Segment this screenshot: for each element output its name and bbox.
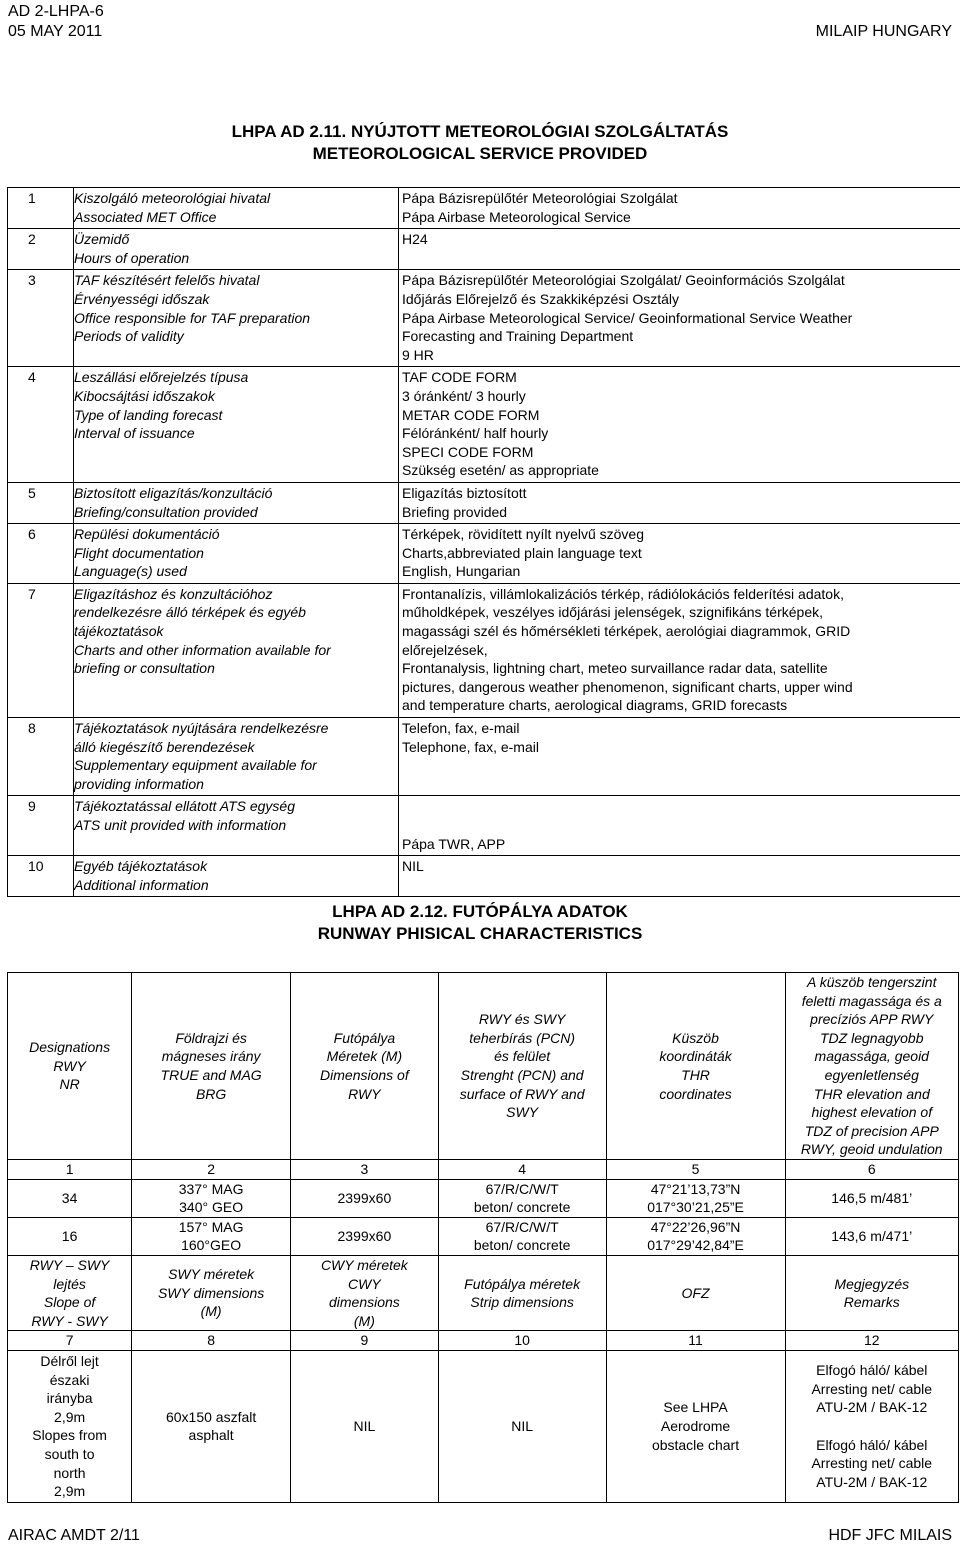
met-value-line: Telefon, fax, e-mail bbox=[402, 720, 520, 737]
rwy-head-row-2-line: (M) bbox=[200, 1303, 222, 1320]
rwy-head-row-2-line: dimensions bbox=[328, 1294, 400, 1311]
rwy-data-row-cell bbox=[785, 1179, 958, 1217]
met-value-line: előrejelzések, bbox=[402, 641, 488, 658]
rwy-data-row-2-line: asphalt bbox=[188, 1427, 234, 1444]
rwy-data-row-cell bbox=[8, 1179, 132, 1217]
rwy-head-row-line: Földrajzi és bbox=[175, 1029, 247, 1046]
rwy-col-number-row-2-cell: 11 bbox=[606, 1331, 785, 1351]
met-value-line: METAR CODE FORM bbox=[402, 406, 540, 423]
rwy-head-row-2-line: Slope of bbox=[43, 1294, 96, 1311]
section-212-title-en: RUNWAY PHISICAL CHARACTERISTICS bbox=[317, 924, 643, 943]
rwy-data-row-2-line: north bbox=[53, 1464, 86, 1481]
rwy-head-row-2-cell bbox=[785, 1255, 958, 1330]
met-value-line: English, Hungarian bbox=[402, 563, 521, 580]
rwy-head-row-2-line: Futópálya méretek bbox=[464, 1275, 581, 1292]
doc-id: AD 2-LHPA-6 bbox=[8, 3, 104, 20]
met-value-line: pictures, dangerous weather phenomenon, significant charts, upper wind bbox=[402, 678, 853, 695]
met-row-number: 4 bbox=[8, 367, 74, 483]
met-label-line: Language(s) used bbox=[74, 563, 187, 580]
rwy-col-number-row-cell: 6 bbox=[785, 1159, 958, 1179]
met-row-number: 7 bbox=[8, 583, 74, 717]
rwy-data-row-2-line: 2,9m bbox=[54, 1408, 86, 1425]
rwy-data-row-line: 67/R/C/W/T bbox=[485, 1180, 559, 1197]
rwy-data-row-2-cell bbox=[438, 1350, 606, 1502]
met-value-line: Időjárás Előrejelző és Szakkiképzési Osztály bbox=[402, 290, 680, 307]
met-row-value bbox=[399, 482, 960, 523]
rwy-data-row-2-line: NIL bbox=[353, 1418, 376, 1435]
rwy-head-row-2-line: CWY bbox=[348, 1275, 381, 1292]
doc-date: 05 MAY 2011 bbox=[8, 23, 103, 40]
rwy-head-row-line: teherbírás (PCN) bbox=[469, 1029, 576, 1046]
rwy-head-row-line: és felület bbox=[494, 1048, 551, 1065]
met-value-line: Pápa Airbase Meteorological Service bbox=[402, 208, 631, 225]
rwy-data-row-cell bbox=[132, 1217, 291, 1255]
met-value-line: Frontanalysis, lightning chart, meteo survaillance radar data, satellite bbox=[402, 660, 828, 677]
met-service-table bbox=[7, 187, 960, 897]
met-value-line: 9 HR bbox=[402, 346, 434, 363]
rwy-data-row-line: 16 bbox=[61, 1228, 78, 1245]
met-row-number: 6 bbox=[8, 524, 74, 584]
rwy-data-row-cell bbox=[8, 1217, 132, 1255]
met-value-line: Forecasting and Training Department bbox=[402, 328, 634, 345]
rwy-col-number-row-2-cell: 9 bbox=[291, 1331, 439, 1351]
rwy-head-row-line: RWY bbox=[53, 1057, 86, 1074]
rwy-head-row-line: surface of RWY and bbox=[459, 1085, 585, 1102]
met-row bbox=[8, 583, 960, 717]
met-value-line: Félóránként/ half hourly bbox=[402, 425, 549, 442]
met-value-line: Térképek, rövidített nyílt nyelvű szöveg bbox=[402, 526, 644, 543]
rwy-head-row-2 bbox=[8, 1255, 959, 1330]
met-label-line: tájékoztatások bbox=[74, 623, 164, 640]
met-value-line: műholdképek, veszélyes időjárási jelenségek, szignifikáns térképek, bbox=[402, 604, 823, 621]
rwy-head-row-2-line: SWY dimensions bbox=[157, 1284, 265, 1301]
rwy-head-row-line: feletti magassága és a bbox=[801, 992, 942, 1009]
met-label-line: Egyéb tájékoztatások bbox=[74, 858, 208, 875]
met-label-line: Kiszolgáló meteorológiai hivatal bbox=[74, 190, 271, 206]
rwy-data-row-line: 146,5 m/481’ bbox=[831, 1189, 913, 1206]
rwy-head-row-line: TDZ of precision APP bbox=[804, 1122, 939, 1139]
met-row bbox=[8, 270, 960, 367]
met-value-line bbox=[402, 816, 960, 835]
rwy-data-row-cell bbox=[606, 1217, 785, 1255]
met-value-line: NIL bbox=[402, 858, 424, 875]
met-label-line: Interval of issuance bbox=[74, 425, 195, 442]
met-row-value bbox=[399, 583, 960, 717]
rwy-data-row-2 bbox=[8, 1350, 959, 1502]
met-label-line: Biztosított eligazítás/konzultáció bbox=[74, 484, 273, 501]
rwy-data-row bbox=[8, 1179, 959, 1217]
rwy-head-row-line: THR bbox=[681, 1066, 710, 1083]
met-row-number: 1 bbox=[8, 188, 74, 229]
rwy-head-row-line: precíziós APP RWY bbox=[810, 1011, 934, 1028]
met-row-label bbox=[74, 367, 399, 483]
rwy-head-row-line: RWY és SWY bbox=[478, 1011, 566, 1028]
met-row bbox=[8, 367, 960, 483]
office: HDF JFC MILAIS bbox=[828, 1527, 952, 1544]
rwy-data-row-2-line: Délről lejt bbox=[40, 1353, 99, 1369]
rwy-head-row-line: SWY bbox=[506, 1104, 539, 1121]
met-label-line: Tájékoztatással ellátott ATS egység bbox=[74, 798, 295, 815]
met-row-number: 9 bbox=[8, 796, 74, 856]
rwy-head-row-line: Dimensions of bbox=[320, 1066, 409, 1083]
met-row-value bbox=[399, 229, 960, 270]
rwy-data-row-2-line bbox=[788, 1417, 956, 1436]
rwy-data-row-2-cell bbox=[606, 1350, 785, 1502]
met-value-line: Telephone, fax, e-mail bbox=[402, 738, 539, 755]
rwy-head-row-2-line: CWY méretek bbox=[320, 1256, 408, 1273]
met-row-label bbox=[74, 718, 399, 796]
rwy-head-row-line: mágneses irány bbox=[161, 1048, 261, 1065]
met-label-line: Eligazításhoz és konzultációhoz bbox=[74, 585, 273, 602]
rwy-data-row-2-cell bbox=[132, 1350, 291, 1502]
rwy-data-row-line: 2399x60 bbox=[337, 1189, 392, 1206]
met-value-line: Eligazítás biztosított bbox=[402, 484, 527, 501]
rwy-data-row-cell bbox=[438, 1217, 606, 1255]
rwy-col-number-row bbox=[8, 1159, 959, 1179]
rwy-col-number-row-cell: 1 bbox=[8, 1159, 132, 1179]
met-label-line: Hours of operation bbox=[74, 249, 190, 266]
met-label-line: Flight documentation bbox=[74, 544, 204, 561]
rwy-data-row-2-line: south to bbox=[44, 1445, 95, 1462]
rwy-data-row-2-line: Aerodrome bbox=[660, 1418, 731, 1435]
rwy-col-number-row-cell: 2 bbox=[132, 1159, 291, 1179]
rwy-head-row-line: Méretek (M) bbox=[326, 1048, 403, 1065]
rwy-head-row-line: TRUE and MAG bbox=[160, 1066, 262, 1083]
met-row-label bbox=[74, 524, 399, 584]
rwy-head-row-2-line: Remarks bbox=[843, 1294, 900, 1311]
met-value-line: 3 óránként/ 3 hourly bbox=[402, 387, 526, 404]
rwy-col-number-row-2-cell: 10 bbox=[438, 1331, 606, 1351]
rwy-head-row-2-cell bbox=[132, 1255, 291, 1330]
rwy-data-row-2-line: Arresting net/ cable bbox=[811, 1380, 933, 1397]
rwy-head-row-2-line: SWY méretek bbox=[168, 1266, 255, 1283]
met-label-line: ATS unit provided with information bbox=[74, 817, 287, 833]
section-212-title-hu: LHPA AD 2.12. FUTÓPÁLYA ADATOK bbox=[332, 902, 628, 921]
rwy-data-row-2-line: Arresting net/ cable bbox=[811, 1455, 933, 1472]
rwy-data-row-line: 34 bbox=[61, 1189, 78, 1206]
rwy-head-row-line: Futópálya bbox=[333, 1029, 396, 1046]
rwy-head-row-line: highest elevation of bbox=[811, 1104, 933, 1121]
rwy-data-row-2-line: ATU-2M / BAK-12 bbox=[816, 1399, 928, 1416]
met-label-line: TAF készítésért felelős hivatal bbox=[74, 272, 260, 289]
rwy-head-row-line: NR bbox=[59, 1076, 80, 1093]
rwy-head-row-cell bbox=[785, 973, 958, 1160]
rwy-head-row-cell bbox=[438, 973, 606, 1160]
rwy-data-row-cell bbox=[291, 1217, 439, 1255]
met-value-line: Szükség esetén/ as appropriate bbox=[402, 462, 599, 479]
amendment: AIRAC AMDT 2/11 bbox=[8, 1527, 140, 1544]
met-row-label bbox=[74, 270, 399, 367]
rwy-col-number-row-cell: 5 bbox=[606, 1159, 785, 1179]
met-row bbox=[8, 718, 960, 796]
rwy-head-row-cell bbox=[291, 973, 439, 1160]
met-value-line: Pápa Bázisrepülőtér Meteorológiai Szolgálat/ Geoinformációs Szolgálat bbox=[402, 272, 845, 289]
met-value-line: and temperature charts, aerological diagrams, GRID forecasts bbox=[402, 697, 788, 714]
rwy-data-row-2-line: 2,9m bbox=[54, 1483, 86, 1500]
rwy-data-row-cell bbox=[438, 1179, 606, 1217]
rwy-head-row-2-cell bbox=[8, 1255, 132, 1330]
met-label-line: álló kiegészítő berendezések bbox=[74, 738, 255, 755]
section-211-title bbox=[0, 121, 960, 165]
met-row-label bbox=[74, 229, 399, 270]
met-row bbox=[8, 856, 960, 897]
met-label-line: Periods of validity bbox=[74, 328, 184, 345]
rwy-head-row-2-cell bbox=[291, 1255, 439, 1330]
rwy-head-row-2-cell bbox=[438, 1255, 606, 1330]
met-value-line: magassági szél és hőmérsékleti térképek, aerológiai diagrammok, GRID bbox=[402, 623, 851, 640]
rwy-data-row-line: 143,6 m/471’ bbox=[831, 1228, 913, 1245]
rwy-data-row-line: beton/ concrete bbox=[473, 1199, 571, 1216]
met-value-line: Charts,abbreviated plain language text bbox=[402, 544, 642, 561]
rwy-head-row-line: coordinates bbox=[659, 1085, 732, 1102]
rwy-head-row-2-line: lejtés bbox=[53, 1275, 86, 1292]
section-212-title bbox=[0, 901, 960, 945]
rwy-data-row-2-line: ATU-2M / BAK-12 bbox=[816, 1473, 928, 1490]
rwy-data-row-2-line: NIL bbox=[511, 1418, 534, 1435]
met-label-line: Supplementary equipment available for bbox=[74, 757, 317, 774]
rwy-head-row-2-cell bbox=[606, 1255, 785, 1330]
rwy-data-row-line: 47°21’13,73”N bbox=[650, 1180, 741, 1197]
met-row-value bbox=[399, 270, 960, 367]
met-value-line: TAF CODE FORM bbox=[402, 369, 517, 386]
met-value-line: SPECI CODE FORM bbox=[402, 443, 534, 460]
met-label-line: Üzemidő bbox=[74, 231, 130, 248]
rwy-data-row-cell bbox=[606, 1179, 785, 1217]
rwy-head-row-line: A küszöb tengerszint bbox=[807, 974, 937, 990]
met-value-line: Frontanalízis, villámlokalizációs térkép, rádiólokációs felderítési adatok, bbox=[402, 585, 844, 602]
met-label-line: Office responsible for TAF preparation bbox=[74, 309, 311, 326]
rwy-data-row-2-line: északi bbox=[49, 1371, 90, 1388]
rwy-data-row-2-cell bbox=[785, 1350, 958, 1502]
met-label-line: briefing or consultation bbox=[74, 660, 215, 677]
rwy-col-number-row-2-cell: 12 bbox=[785, 1331, 958, 1351]
rwy-head-row-line: TDZ legnagyobb bbox=[820, 1029, 924, 1046]
met-row-number: 2 bbox=[8, 229, 74, 270]
rwy-data-row-line: 337° MAG bbox=[178, 1180, 244, 1197]
met-row-value bbox=[399, 796, 960, 856]
rwy-data-row-2-cell bbox=[291, 1350, 439, 1502]
met-row-label bbox=[74, 188, 399, 229]
rwy-head-row-line: BRG bbox=[195, 1085, 227, 1102]
met-row-label bbox=[74, 583, 399, 717]
met-label-line: Additional information bbox=[74, 876, 209, 893]
rwy-col-number-row-2-cell: 7 bbox=[8, 1331, 132, 1351]
rwy-col-number-row-2-cell: 8 bbox=[132, 1331, 291, 1351]
rwy-data-row-2-line: 60x150 aszfalt bbox=[165, 1408, 257, 1425]
met-row bbox=[8, 482, 960, 523]
met-label-line: rendelkezésre álló térképek és egyéb bbox=[74, 604, 306, 621]
rwy-head-row-line: Designations bbox=[29, 1039, 111, 1056]
rwy-data-row-line: 157° MAG bbox=[178, 1218, 244, 1235]
met-row-label bbox=[74, 482, 399, 523]
rwy-data-row-2-line: obstacle chart bbox=[651, 1436, 740, 1453]
rwy-col-number-row-cell: 4 bbox=[438, 1159, 606, 1179]
rwy-head-row-cell bbox=[132, 973, 291, 1160]
rwy-data-row-2-cell bbox=[8, 1350, 132, 1502]
met-row-value bbox=[399, 188, 960, 229]
met-value-line: Pápa Airbase Meteorological Service/ Geoinformational Service Weather bbox=[402, 309, 853, 326]
met-row-value bbox=[399, 856, 960, 897]
rwy-head-row-line: koordináták bbox=[659, 1048, 732, 1065]
rwy-head-row-line: RWY, geoid undulation bbox=[800, 1141, 943, 1158]
rwy-data-row-2-line: Elfogó háló/ kábel bbox=[816, 1436, 928, 1453]
rwy-head-row-line: Strenght (PCN) and bbox=[460, 1066, 584, 1083]
met-value-line: Briefing provided bbox=[402, 503, 508, 520]
met-row-value bbox=[399, 718, 960, 796]
met-row bbox=[8, 524, 960, 584]
rwy-head-row-2-line: OFZ bbox=[681, 1284, 710, 1301]
rwy-head-row-2-line: Strip dimensions bbox=[470, 1294, 574, 1311]
rwy-head-row-line: egyenletlenség bbox=[824, 1066, 919, 1083]
met-label-line: Érvényességi időszak bbox=[74, 290, 210, 307]
rwy-head-row-line: Küszöb bbox=[672, 1029, 719, 1046]
runway-table bbox=[7, 972, 959, 1503]
rwy-data-row-cell bbox=[291, 1179, 439, 1217]
met-label-line: Charts and other information available for bbox=[74, 641, 331, 658]
met-label-line: Type of landing forecast bbox=[74, 406, 223, 423]
met-label-line: providing information bbox=[74, 775, 204, 792]
rwy-data-row-2-line: irányba bbox=[46, 1390, 93, 1407]
met-row-value bbox=[399, 367, 960, 483]
section-211-title-hu: LHPA AD 2.11. NYÚJTOTT METEOROLÓGIAI SZOLGÁLTATÁS bbox=[231, 122, 729, 141]
publisher: MILAIP HUNGARY bbox=[815, 23, 952, 40]
met-row-label bbox=[74, 856, 399, 897]
met-row-value bbox=[399, 524, 960, 584]
rwy-data-row bbox=[8, 1217, 959, 1255]
rwy-head-row-2-line: RWY – SWY bbox=[29, 1256, 110, 1273]
met-row-number: 3 bbox=[8, 270, 74, 367]
rwy-data-row-line: 340° GEO bbox=[179, 1199, 244, 1216]
rwy-col-number-row-2 bbox=[8, 1331, 959, 1351]
met-label-line: Tájékoztatások nyújtására rendelkezésre bbox=[74, 720, 329, 737]
rwy-data-row-2-line: Slopes from bbox=[32, 1427, 107, 1444]
rwy-data-row-2-line: Elfogó háló/ kábel bbox=[816, 1362, 928, 1379]
rwy-data-row-cell bbox=[132, 1179, 291, 1217]
rwy-data-row-line: beton/ concrete bbox=[473, 1237, 571, 1254]
rwy-head-row bbox=[8, 973, 959, 1160]
met-label-line: Repülési dokumentáció bbox=[74, 526, 220, 543]
met-label-line: Kibocsájtási időszakok bbox=[74, 387, 215, 404]
met-label-line: Associated MET Office bbox=[74, 208, 217, 225]
met-value-line: Pápa Bázisrepülőtér Meteorológiai Szolgálat bbox=[402, 190, 678, 206]
met-row bbox=[8, 188, 960, 229]
met-row-number: 5 bbox=[8, 482, 74, 523]
rwy-head-row-2-line: (M) bbox=[353, 1312, 375, 1329]
rwy-data-row-line: 2399x60 bbox=[337, 1228, 392, 1245]
met-row-number: 10 bbox=[8, 856, 74, 897]
rwy-head-row-cell bbox=[606, 973, 785, 1160]
rwy-data-row-line: 017°29’42,84”E bbox=[647, 1237, 744, 1254]
met-row-label bbox=[74, 796, 399, 856]
rwy-data-row-line: 160°GEO bbox=[181, 1237, 242, 1254]
met-row bbox=[8, 229, 960, 270]
rwy-data-row-line: 47°22’26,96”N bbox=[650, 1218, 741, 1235]
met-label-line: Leszállási előrejelzés típusa bbox=[74, 369, 249, 386]
met-value-line: H24 bbox=[402, 231, 428, 248]
section-211-title-en: METEOROLOGICAL SERVICE PROVIDED bbox=[312, 144, 648, 163]
met-value-line bbox=[402, 797, 960, 816]
met-label-line: Briefing/consultation provided bbox=[74, 503, 258, 520]
rwy-head-row-cell bbox=[8, 973, 132, 1160]
rwy-data-row-2-line: See LHPA bbox=[663, 1399, 728, 1416]
rwy-data-row-line: 67/R/C/W/T bbox=[485, 1218, 559, 1235]
rwy-head-row-2-line: Megjegyzés bbox=[834, 1275, 910, 1292]
rwy-data-row-line: 017°30’21,25”E bbox=[647, 1199, 744, 1216]
met-row bbox=[8, 796, 960, 856]
rwy-data-row-cell bbox=[785, 1217, 958, 1255]
rwy-head-row-line: RWY bbox=[348, 1085, 381, 1102]
met-value-line: Pápa TWR, APP bbox=[402, 835, 506, 852]
rwy-head-row-line: THR elevation and bbox=[813, 1085, 930, 1102]
rwy-col-number-row-cell: 3 bbox=[291, 1159, 439, 1179]
met-row-number: 8 bbox=[8, 718, 74, 796]
rwy-head-row-2-line: RWY - SWY bbox=[31, 1312, 108, 1329]
rwy-head-row-line: magassága, geoid bbox=[814, 1048, 929, 1065]
